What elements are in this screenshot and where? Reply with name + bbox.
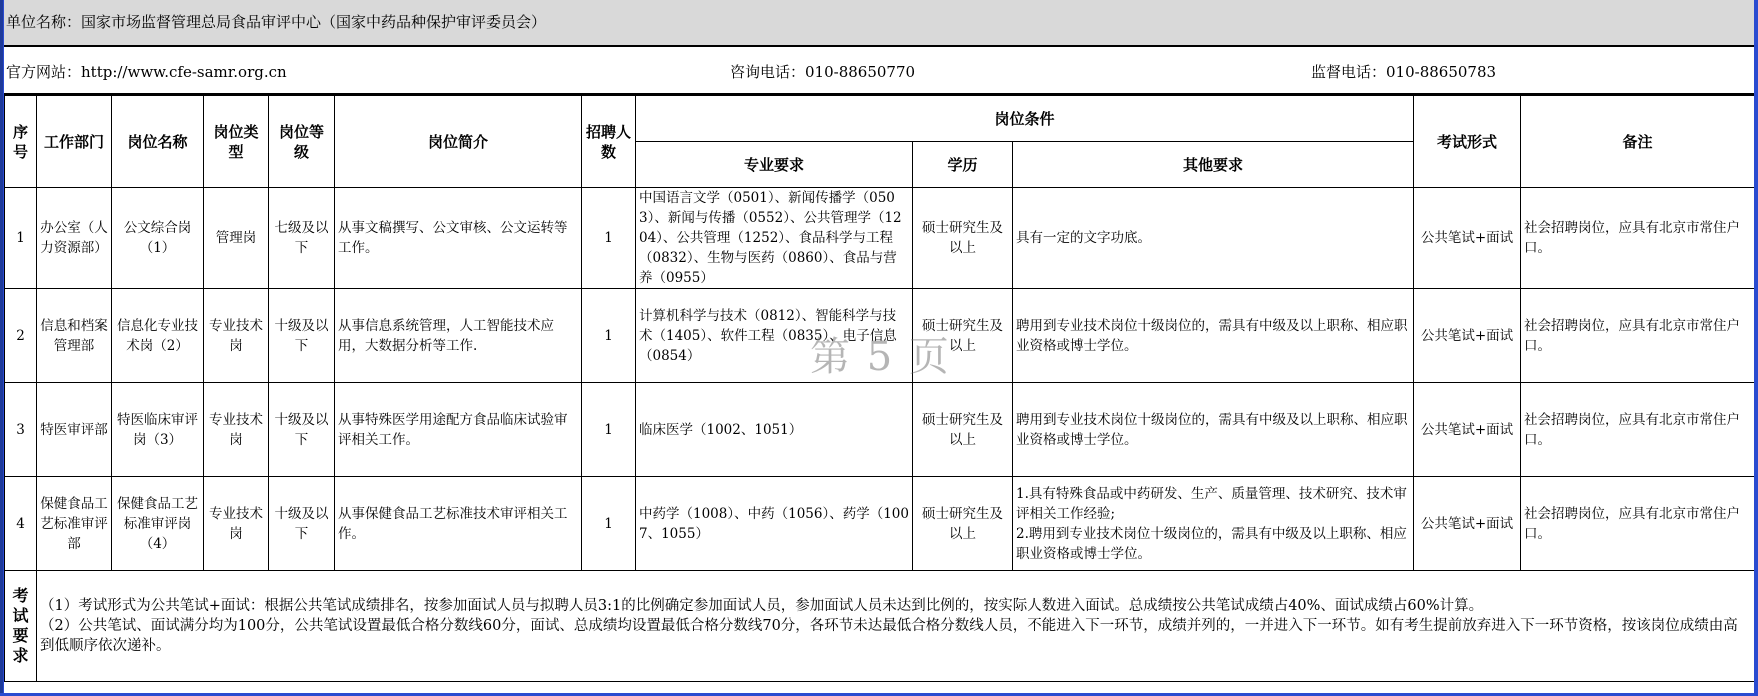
col-header-other: 其他要求 xyxy=(1013,142,1414,188)
seq-cell: 2 xyxy=(5,289,37,383)
major-cell: 计算机科学与技术（0812）、智能科学与技术（1405）、软件工程（0835）、电子信息（0854） xyxy=(636,289,913,383)
post-type-cell: 专业技术岗 xyxy=(204,383,269,477)
education-cell: 硕士研究生及以上 xyxy=(913,383,1013,477)
post-desc-cell: 从事信息系统管理，人工智能技术应用，大数据分析等工作. xyxy=(335,289,582,383)
col-header-major: 专业要求 xyxy=(636,142,913,188)
table-row xyxy=(5,289,1755,383)
post-name-cell: 保健食品工艺标准审评岗（4） xyxy=(112,477,204,571)
remarks-cell: 社会招聘岗位，应具有北京市常住户口。 xyxy=(1521,477,1754,571)
post-level-cell: 十级及以下 xyxy=(269,477,335,571)
col-header-exam-form: 考试形式 xyxy=(1414,96,1521,188)
exam-notes-label: 考试要求 xyxy=(5,571,37,682)
major-cell: 中国语言文学（0501）、新闻传播学（0503）、新闻与传播（0552）、公共管理学（1204）、公共管理（1252）、食品科学与工程（0832）、生物与医药（0860）、食品与营养（0955） xyxy=(636,188,913,289)
recruit-count-cell: 1 xyxy=(582,383,636,477)
website-label: 官方网站：http://www.cfe-samr.org.cn xyxy=(6,63,287,81)
post-type-cell: 专业技术岗 xyxy=(204,477,269,571)
other-requirement-1: 1.具有特殊食品或中药研发、生产、质量管理、技术研究、技术审评相关工作经验; xyxy=(1016,485,1407,522)
col-header-post-level: 岗位等级 xyxy=(269,96,335,188)
exam-notes-row xyxy=(5,571,1755,682)
remarks-cell: 社会招聘岗位，应具有北京市常住户口。 xyxy=(1521,188,1754,289)
dept-cell: 办公室（人力资源部） xyxy=(37,188,112,289)
exam-form-cell: 公共笔试+面试 xyxy=(1414,188,1521,289)
post-name-cell: 公文综合岗（1） xyxy=(112,188,204,289)
post-desc-cell: 从事特殊医学用途配方食品临床试验审评相关工作。 xyxy=(335,383,582,477)
education-cell: 硕士研究生及以上 xyxy=(913,289,1013,383)
position-table xyxy=(4,95,1754,682)
col-header-seq: 序号 xyxy=(5,96,37,188)
dept-cell: 信息和档案管理部 xyxy=(37,289,112,383)
table-row xyxy=(5,477,1755,571)
exam-form-cell: 公共笔试+面试 xyxy=(1414,289,1521,383)
exam-note-2: （2）公共笔试、面试满分均为100分，公共笔试设置最低合格分数线60分，面试、总成绩均设置最低合格分数线70分，各环节未达最低合格分数线人员，不能进入下一环节，成绩并列的，一并进入下一环节。如有考生提前放弃进入下一环节资格，按该岗位成绩由高到低顺序依次递补。 xyxy=(40,618,1738,654)
seq-cell: 3 xyxy=(5,383,37,477)
seq-cell: 4 xyxy=(5,477,37,571)
remarks-cell: 社会招聘岗位，应具有北京市常住户口。 xyxy=(1521,289,1754,383)
post-type-cell: 管理岗 xyxy=(204,188,269,289)
col-header-post-name: 岗位名称 xyxy=(112,96,204,188)
post-level-cell: 十级及以下 xyxy=(269,383,335,477)
table-header-row xyxy=(5,96,1755,142)
seq-cell: 1 xyxy=(5,188,37,289)
dept-cell: 保健食品工艺标准审评部 xyxy=(37,477,112,571)
exam-notes xyxy=(37,571,1755,682)
post-name-cell: 信息化专业技术岗（2） xyxy=(112,289,204,383)
col-header-recruit-count: 招聘人数 xyxy=(582,96,636,188)
exam-note-1: （1）考试形式为公共笔试+面试：根据公共笔试成绩排名，按参加面试人员与拟聘人员3:1的比例确定参加面试人员，参加面试人员未达到比例的，按实际人数进入面试。总成绩按公共笔试成绩占40%、面试成绩占60%计算。 xyxy=(40,598,1484,614)
major-cell: 临床医学（1002、1051） xyxy=(636,383,913,477)
dept-cell: 特医审评部 xyxy=(37,383,112,477)
consult-phone-label: 咨询电话：010-88650770 xyxy=(730,63,916,81)
col-header-remarks: 备注 xyxy=(1521,96,1754,188)
col-header-post-type: 岗位类型 xyxy=(204,96,269,188)
recruit-count-cell: 1 xyxy=(582,289,636,383)
other-cell: 聘用到专业技术岗位十级岗位的，需具有中级及以上职称、相应职业资格或博士学位。 xyxy=(1013,383,1414,477)
col-header-dept: 工作部门 xyxy=(37,96,112,188)
col-header-post-desc: 岗位简介 xyxy=(335,96,582,188)
contact-info-row xyxy=(4,47,1754,95)
table-row xyxy=(5,188,1755,289)
post-level-cell: 十级及以下 xyxy=(269,289,335,383)
exam-form-cell: 公共笔试+面试 xyxy=(1414,383,1521,477)
col-header-education: 学历 xyxy=(913,142,1013,188)
other-cell xyxy=(1013,477,1414,571)
major-cell: 中药学（1008）、中药（1056）、药学（1007、1055） xyxy=(636,477,913,571)
post-desc-cell: 从事保健食品工艺标准技术审评相关工作。 xyxy=(335,477,582,571)
recruit-count-cell: 1 xyxy=(582,477,636,571)
education-cell: 硕士研究生及以上 xyxy=(913,477,1013,571)
table-row xyxy=(5,383,1755,477)
col-header-conditions: 岗位条件 xyxy=(636,96,1414,142)
recruitment-sheet xyxy=(4,0,1754,693)
exam-form-cell: 公共笔试+面试 xyxy=(1414,477,1521,571)
post-name-cell: 特医临床审评岗（3） xyxy=(112,383,204,477)
unit-name: 单位名称：国家市场监督管理总局食品审评中心（国家中药品种保护审评委员会） xyxy=(4,0,1754,47)
remarks-cell: 社会招聘岗位，应具有北京市常住户口。 xyxy=(1521,383,1754,477)
page-watermark: 第 5 页 xyxy=(810,334,951,380)
post-desc-cell: 从事文稿撰写、公文审核、公文运转等工作。 xyxy=(335,188,582,289)
other-cell: 聘用到专业技术岗位十级岗位的，需具有中级及以上职称、相应职业资格或博士学位。 xyxy=(1013,289,1414,383)
other-cell: 具有一定的文字功底。 xyxy=(1013,188,1414,289)
post-type-cell: 专业技术岗 xyxy=(204,289,269,383)
post-level-cell: 七级及以下 xyxy=(269,188,335,289)
education-cell: 硕士研究生及以上 xyxy=(913,188,1013,289)
supervise-phone-label: 监督电话：010-88650783 xyxy=(1311,63,1497,81)
recruit-count-cell: 1 xyxy=(582,188,636,289)
other-requirement-2: 2.聘用到专业技术岗位十级岗位的，需具有中级及以上职称、相应职业资格或博士学位。 xyxy=(1016,525,1407,562)
left-border xyxy=(0,0,3,693)
